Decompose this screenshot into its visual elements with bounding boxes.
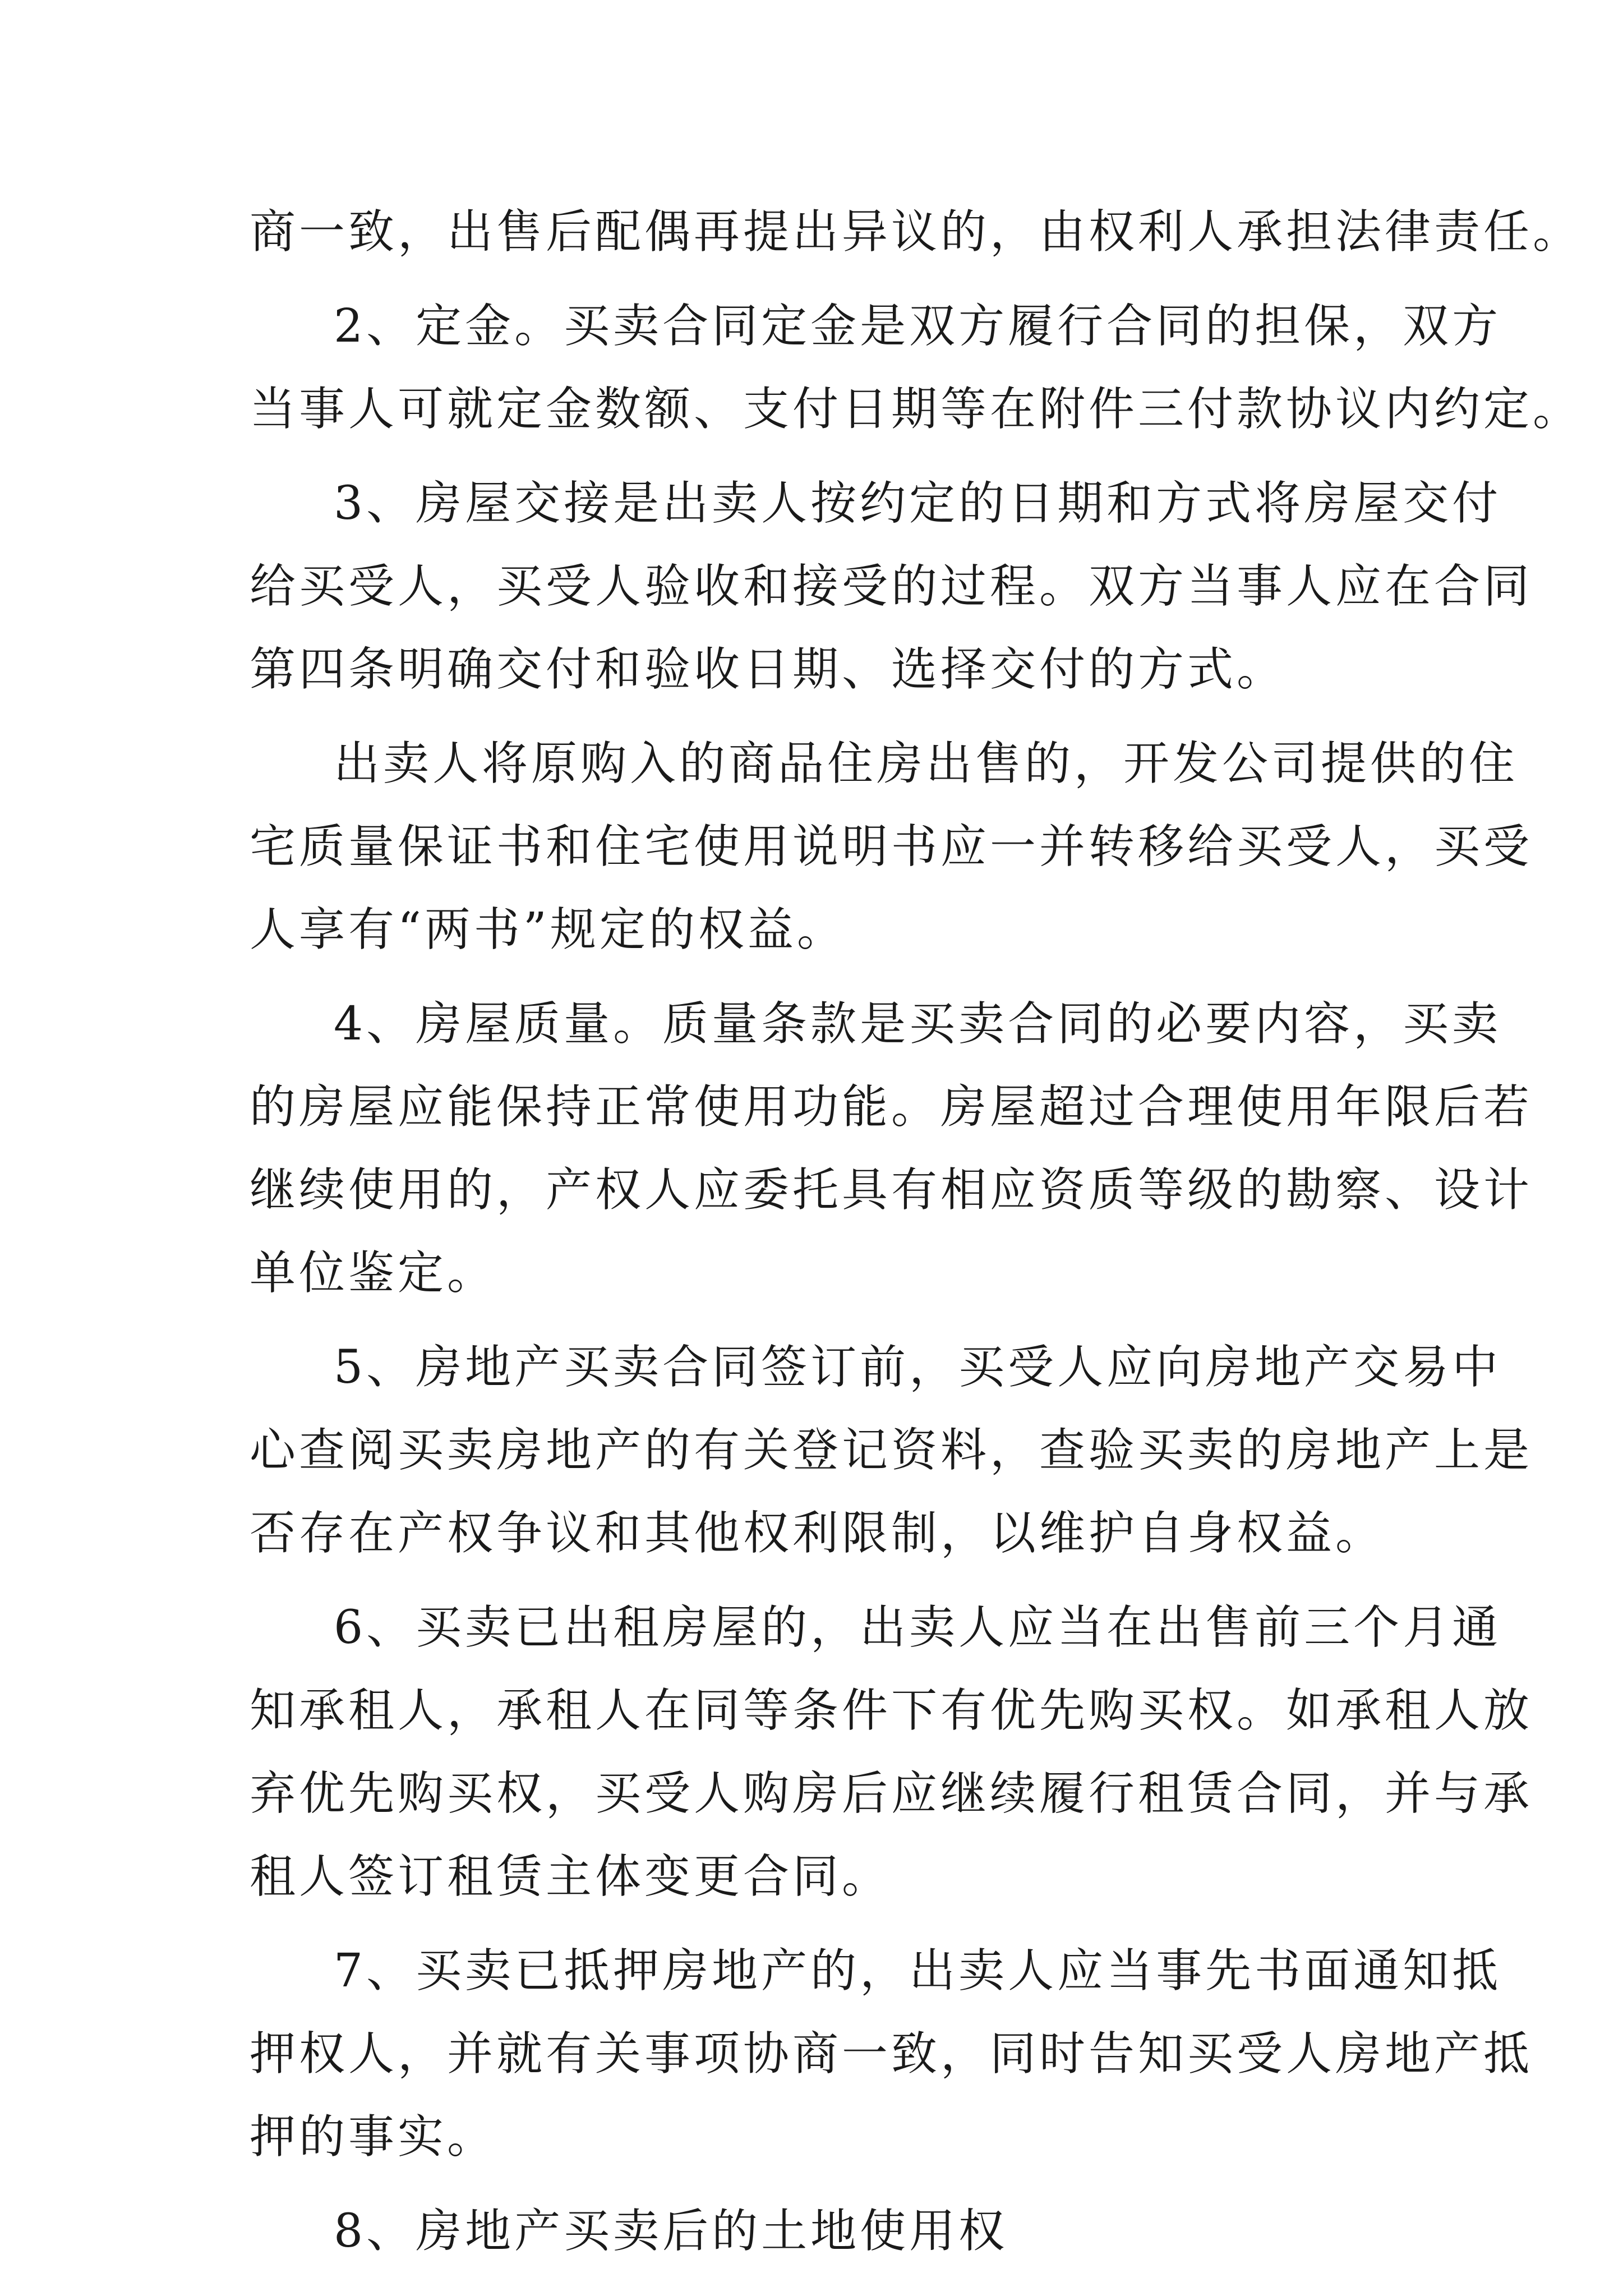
paragraph-6-line-2: 心查阅买卖房地产的有关登记资料，查验买卖的房地产上是 — [250, 1424, 1533, 1477]
paragraph-5-line-4: 单位鉴定。 — [250, 1246, 497, 1300]
paragraph-1-line-1: 商一致，出售后配偶再提出异议的，由权利人承担法律责任。 — [250, 205, 1583, 259]
paragraph-4-line-3: 人享有“两书”规定的权益。 — [250, 903, 846, 956]
paragraph-7-line-2: 知承租人，承租人在同等条件下有优先购买权。如承租人放 — [250, 1684, 1533, 1737]
paragraph-6-line-3: 否存在产权争议和其他权利限制，以维护自身权益。 — [250, 1507, 1385, 1560]
paragraph-7-line-4: 租人签订租赁主体变更合同。 — [250, 1850, 892, 1903]
paragraph-3-line-3: 第四条明确交付和验收日期、选择交付的方式。 — [250, 643, 1287, 696]
paragraph-9-line-1: 8、房地产买卖后的土地使用权 — [334, 2205, 1008, 2258]
paragraph-8-line-2: 押权人，并就有关事项协商一致，同时告知买受人房地产抵 — [250, 2027, 1533, 2081]
paragraph-3-line-1: 3、房屋交接是出卖人按约定的日期和方式将房屋交付 — [334, 477, 1502, 530]
paragraph-4-line-2: 宅质量保证书和住宅使用说明书应一并转移给买受人，买受 — [250, 820, 1533, 873]
paragraph-8-line-3: 押的事实。 — [250, 2110, 497, 2164]
paragraph-2-line-2: 当事人可就定金数额、支付日期等在附件三付款协议内约定。 — [250, 383, 1583, 436]
paragraph-3-line-2: 给买受人，买受人验收和接受的过程。双方当事人应在合同 — [250, 560, 1533, 613]
paragraph-2-line-1: 2、定金。买卖合同定金是双方履行合同的担保，双方 — [334, 300, 1502, 353]
paragraph-5-line-1: 4、房屋质量。质量条款是买卖合同的必要内容，买卖 — [334, 997, 1502, 1051]
paragraph-5-line-3: 继续使用的，产权人应委托具有相应资质等级的勘察、设计 — [250, 1163, 1533, 1217]
paragraph-6-line-1: 5、房地产买卖合同签订前，买受人应向房地产交易中 — [334, 1341, 1502, 1394]
document-body — [250, 191, 1583, 2273]
paragraph-8-line-1: 7、买卖已抵押房地产的，出卖人应当事先书面通知抵 — [334, 1944, 1502, 1998]
paragraph-7-line-3: 弃优先购买权，买受人购房后应继续履行租赁合同，并与承 — [250, 1767, 1533, 1820]
paragraph-7-line-1: 6、买卖已出租房屋的，出卖人应当在出售前三个月通 — [334, 1601, 1502, 1654]
paragraph-4-line-1: 出卖人将原购入的商品住房出售的，开发公司提供的住 — [334, 737, 1519, 790]
paragraph-5-line-2: 的房屋应能保持正常使用功能。房屋超过合理使用年限后若 — [250, 1080, 1533, 1134]
